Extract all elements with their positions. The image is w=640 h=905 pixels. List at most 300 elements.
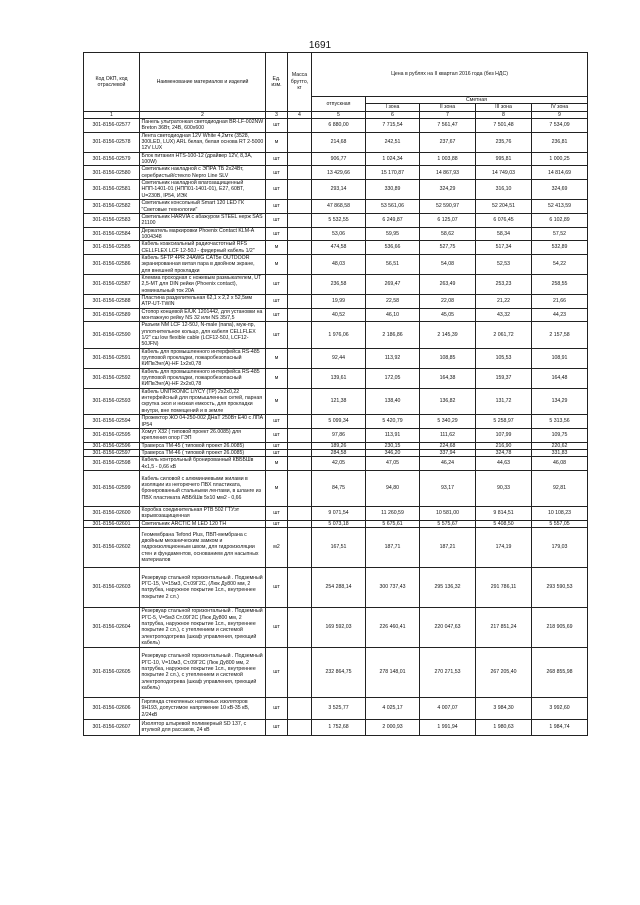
item-release-price: 254 288,14 — [312, 567, 366, 607]
item-zone1-price: 113,91 — [366, 428, 420, 442]
table-row — [84, 166, 588, 180]
table-row — [84, 308, 588, 322]
item-zone1-price: 11 260,59 — [366, 506, 420, 520]
item-zone2-price: 1 991,94 — [420, 719, 476, 735]
table-row — [84, 368, 588, 388]
table-row — [84, 254, 588, 274]
item-zone1-price: 242,51 — [366, 132, 420, 152]
item-mass — [288, 428, 312, 442]
item-zone2-price: 4 007,07 — [420, 697, 476, 719]
item-release-price: 906,77 — [312, 152, 366, 166]
item-zone3-price: 2 061,72 — [476, 322, 532, 348]
item-release-price: 284,58 — [312, 449, 366, 456]
item-name: Кабель контрольный бронированный КВББШв 4х1,5 - 0,66 кВ — [140, 457, 266, 471]
item-zone4-price: 258,55 — [532, 274, 588, 294]
header-release: отпускная — [312, 97, 366, 112]
price-table — [83, 52, 588, 736]
item-mass — [288, 506, 312, 520]
item-zone2-price: 58,62 — [420, 227, 476, 241]
item-unit: шт — [266, 152, 288, 166]
item-mass — [288, 227, 312, 241]
item-zone2-price: 45,05 — [420, 308, 476, 322]
column-number: 2 — [140, 111, 266, 118]
item-unit: м — [266, 457, 288, 471]
table-row — [84, 227, 588, 241]
item-zone3-price: 253,23 — [476, 274, 532, 294]
item-zone1-price: 226 460,41 — [366, 607, 420, 647]
item-release-price: 139,61 — [312, 368, 366, 388]
item-name: Траверса ТМ-46 ( типовой проект 26.0085) — [140, 449, 266, 456]
table-row — [84, 567, 588, 607]
item-zone2-price: 224,68 — [420, 442, 476, 449]
item-release-price: 121,38 — [312, 388, 366, 414]
item-zone1-price: 269,47 — [366, 274, 420, 294]
item-zone1-price: 536,66 — [366, 241, 420, 255]
item-zone3-price: 9 814,51 — [476, 506, 532, 520]
item-unit: шт — [266, 719, 288, 735]
item-unit: шт — [266, 449, 288, 456]
item-zone3-price: 216,90 — [476, 442, 532, 449]
item-zone2-price: 5 575,67 — [420, 520, 476, 527]
item-zone3-price: 43,32 — [476, 308, 532, 322]
item-name: Геомембрана Tefond Plus, ПВП-мембрана с двойным механическим замком и гидроизоляционным швом, для гидроизоляции стен и фундаментов, основанием для насыпных материалов — [140, 527, 266, 567]
item-zone3-price: 14 749,03 — [476, 166, 532, 180]
item-zone2-price: 270 271,53 — [420, 647, 476, 697]
item-zone2-price: 108,85 — [420, 348, 476, 368]
item-zone1-price: 56,51 — [366, 254, 420, 274]
table-row — [84, 241, 588, 255]
item-code: 301-8156-02596 — [84, 442, 140, 449]
item-zone4-price: 3 992,60 — [532, 697, 588, 719]
table-row — [84, 647, 588, 697]
item-zone2-price: 187,21 — [420, 527, 476, 567]
header-code: Код ОКП, код отраслевой — [84, 53, 140, 112]
item-zone3-price: 7 501,48 — [476, 119, 532, 133]
item-code: 301-8156-02592 — [84, 368, 140, 388]
item-code: 301-8156-02581 — [84, 180, 140, 200]
item-name: Светильник накладной влагозащищенный НПП-1401-01 (НПП01-1401-01), Е27, 60ВТ, U=230В, IP54, ИЭК — [140, 180, 266, 200]
item-mass — [288, 567, 312, 607]
header-mass: Масса брутто, кг — [288, 53, 312, 112]
item-zone1-price: 230,15 — [366, 442, 420, 449]
item-mass — [288, 388, 312, 414]
item-zone1-price: 15 170,87 — [366, 166, 420, 180]
item-zone4-price: 331,83 — [532, 449, 588, 456]
item-release-price: 19,99 — [312, 294, 366, 308]
item-zone2-price: 237,67 — [420, 132, 476, 152]
item-zone2-price: 93,17 — [420, 470, 476, 506]
item-zone1-price: 46,10 — [366, 308, 420, 322]
table-row — [84, 322, 588, 348]
item-zone3-price: 52,53 — [476, 254, 532, 274]
item-zone3-price: 131,72 — [476, 388, 532, 414]
item-code: 301-8156-02582 — [84, 200, 140, 214]
item-zone3-price: 6 076,45 — [476, 213, 532, 227]
item-mass — [288, 607, 312, 647]
item-zone2-price: 22,08 — [420, 294, 476, 308]
item-mass — [288, 308, 312, 322]
item-mass — [288, 457, 312, 471]
price-rows — [84, 119, 588, 736]
table-row — [84, 506, 588, 520]
item-unit: шт — [266, 294, 288, 308]
table-row — [84, 152, 588, 166]
item-zone3-price: 3 984,30 — [476, 697, 532, 719]
item-mass — [288, 200, 312, 214]
item-mass — [288, 294, 312, 308]
item-name: Резервуар стальной горизонтальный . Подземный РГС-10, V=10м3, Ст.09Г2С (Люк Ду800 мм, 2 патрубка, наружное покрытие 1сл., внутреннее покрытие 2 сл.), с утеплением и системой электроподогрева (шкаф управления, греющий кабель) — [140, 647, 266, 697]
table-row — [84, 200, 588, 214]
item-zone3-price: 324,78 — [476, 449, 532, 456]
item-unit: шт — [266, 308, 288, 322]
item-zone4-price: 46,08 — [532, 457, 588, 471]
item-zone4-price: 179,03 — [532, 527, 588, 567]
column-number: 5 — [312, 111, 366, 118]
item-zone4-price: 7 534,09 — [532, 119, 588, 133]
item-zone3-price: 159,37 — [476, 368, 532, 388]
item-code: 301-8156-02591 — [84, 348, 140, 368]
item-name: Клемма проходная с ножевым размыкателем, UT 2,5-MT для DIN рейки (Phoenix contact), номинальный ток 20А — [140, 274, 266, 294]
item-mass — [288, 274, 312, 294]
item-release-price: 5 532,55 — [312, 213, 366, 227]
item-unit: шт — [266, 697, 288, 719]
item-code: 301-8156-02580 — [84, 166, 140, 180]
item-zone2-price: 164,38 — [420, 368, 476, 388]
item-zone1-price: 330,89 — [366, 180, 420, 200]
item-release-price: 9 071,54 — [312, 506, 366, 520]
table-row — [84, 527, 588, 567]
item-code: 301-8156-02579 — [84, 152, 140, 166]
item-code: 301-8156-02603 — [84, 567, 140, 607]
item-mass — [288, 697, 312, 719]
item-unit: шт — [266, 322, 288, 348]
item-name: Кабель силовой с алюминиевыми жилами в изоляции из негорючего ПВХ пластиката, бронированный стальными лентами, в шланге из ПВХ пластиката АВБбШв 5х10 мм2 - 0,66 — [140, 470, 266, 506]
item-zone2-price: 111,62 — [420, 428, 476, 442]
item-unit: шт — [266, 442, 288, 449]
item-zone2-price: 6 125,07 — [420, 213, 476, 227]
item-code: 301-8156-02598 — [84, 457, 140, 471]
item-zone2-price: 52 590,97 — [420, 200, 476, 214]
item-mass — [288, 322, 312, 348]
item-name: Гирлянда стеклянных натяжных изоляторов 9Н193, допустимое напряжение 10 кВ-35 кВ, 2/24кВ — [140, 697, 266, 719]
item-release-price: 47 868,58 — [312, 200, 366, 214]
item-name: Лента светодиодная 12V White 4,2мтк (3528, 300LED, LUX) ARL белая, белая основа RT 2-5000 12V LUX — [140, 132, 266, 152]
column-number: 8 — [476, 111, 532, 118]
column-number: 1 — [84, 111, 140, 118]
item-name: Кабель для промышленного интерфейса RS-485 групповой прокладки, пожаробезопасный КИПвЭнг(А)-HF 1х2х0,78 — [140, 348, 266, 368]
item-zone1-price: 138,40 — [366, 388, 420, 414]
item-zone2-price: 527,75 — [420, 241, 476, 255]
table-row — [84, 119, 588, 133]
item-zone4-price: 92,81 — [532, 470, 588, 506]
item-zone2-price: 46,24 — [420, 457, 476, 471]
item-zone4-price: 1 000,25 — [532, 152, 588, 166]
item-zone3-price: 52 204,51 — [476, 200, 532, 214]
item-release-price: 42,05 — [312, 457, 366, 471]
item-mass — [288, 241, 312, 255]
item-name: Разъем NM LCF 12-50J, N-male (папа), муж-пр, уплотнительное кольцо, для кабеля CELLFLEX 1/2" сш low flexible cable (LCF12-50J, LCF12-50JFN) — [140, 322, 266, 348]
item-code: 301-8156-02602 — [84, 527, 140, 567]
table-row — [84, 697, 588, 719]
item-unit: м2 — [266, 527, 288, 567]
item-code: 301-8156-02599 — [84, 470, 140, 506]
item-zone3-price: 107,99 — [476, 428, 532, 442]
item-zone1-price: 53 561,06 — [366, 200, 420, 214]
item-unit: шт — [266, 213, 288, 227]
item-release-price: 236,58 — [312, 274, 366, 294]
item-zone3-price: 90,33 — [476, 470, 532, 506]
item-zone2-price: 7 561,47 — [420, 119, 476, 133]
item-unit: м — [266, 368, 288, 388]
item-name: Стопор концевой E/UK 1201442, для установки на монтажную рейку NS 32 или NS 35/7,5 — [140, 308, 266, 322]
item-zone1-price: 172,05 — [366, 368, 420, 388]
item-zone2-price: 220 047,63 — [420, 607, 476, 647]
item-zone1-price: 22,58 — [366, 294, 420, 308]
header-name: Наименование материалов и изделий — [140, 53, 266, 112]
item-release-price: 53,06 — [312, 227, 366, 241]
item-unit: шт — [266, 647, 288, 697]
page-number: 1691 — [308, 40, 332, 51]
item-zone1-price: 113,92 — [366, 348, 420, 368]
item-zone1-price: 300 737,43 — [366, 567, 420, 607]
column-number: 7 — [420, 111, 476, 118]
item-zone2-price: 324,29 — [420, 180, 476, 200]
item-zone1-price: 2 186,86 — [366, 322, 420, 348]
item-zone4-price: 532,89 — [532, 241, 588, 255]
table-row — [84, 415, 588, 429]
item-zone2-price: 337,94 — [420, 449, 476, 456]
item-unit: шт — [266, 415, 288, 429]
table-row — [84, 213, 588, 227]
item-code: 301-8156-02605 — [84, 647, 140, 697]
item-code: 301-8156-02589 — [84, 308, 140, 322]
item-zone3-price: 174,19 — [476, 527, 532, 567]
item-unit: м — [266, 132, 288, 152]
item-zone1-price: 5 675,61 — [366, 520, 420, 527]
item-zone4-price: 293 590,53 — [532, 567, 588, 607]
item-name: Траверса ТМ-45 ( типовой проект 26.0085) — [140, 442, 266, 449]
item-zone1-price: 1 024,34 — [366, 152, 420, 166]
item-mass — [288, 527, 312, 567]
table-row — [84, 470, 588, 506]
item-release-price: 5 073,18 — [312, 520, 366, 527]
item-code: 301-8156-02577 — [84, 119, 140, 133]
item-release-price: 169 592,03 — [312, 607, 366, 647]
header-unit: Ед. изм. — [266, 53, 288, 112]
item-release-price: 1 752,68 — [312, 719, 366, 735]
item-zone1-price: 5 420,79 — [366, 415, 420, 429]
item-zone1-price: 94,80 — [366, 470, 420, 506]
item-release-price: 293,14 — [312, 180, 366, 200]
item-name: Коробка соединительная РТВ 502 ГТУэт взрывозащищенная — [140, 506, 266, 520]
item-name: Пластина разделительная 62,1 х 2,2 х 52,5мм ATP-UT-TWIN — [140, 294, 266, 308]
table-row — [84, 274, 588, 294]
item-name: Изолятор штыревой полимерный SD 137, с втулкой для рассаков, 24 кВ — [140, 719, 266, 735]
item-zone4-price: 5 557,05 — [532, 520, 588, 527]
column-number: 4 — [288, 111, 312, 118]
item-code: 301-8156-02601 — [84, 520, 140, 527]
item-release-price: 13 429,66 — [312, 166, 366, 180]
item-code: 301-8156-02593 — [84, 388, 140, 414]
item-release-price: 84,75 — [312, 470, 366, 506]
item-mass — [288, 254, 312, 274]
item-zone4-price: 2 157,58 — [532, 322, 588, 348]
item-zone4-price: 268 855,98 — [532, 647, 588, 697]
item-release-price: 214,68 — [312, 132, 366, 152]
item-unit: шт — [266, 567, 288, 607]
item-unit: шт — [266, 607, 288, 647]
item-release-price: 92,44 — [312, 348, 366, 368]
item-zone3-price: 217 851,24 — [476, 607, 532, 647]
item-zone4-price: 5 313,56 — [532, 415, 588, 429]
item-code: 301-8156-02587 — [84, 274, 140, 294]
item-code: 301-8156-02606 — [84, 697, 140, 719]
item-code: 301-8156-02597 — [84, 449, 140, 456]
table-row — [84, 442, 588, 449]
item-zone3-price: 316,10 — [476, 180, 532, 200]
header-zone-1: I зона — [366, 104, 420, 111]
header-zone-4: IV зона — [532, 104, 588, 111]
item-code: 301-8156-02600 — [84, 506, 140, 520]
item-name: Светильник консольный Smart 120 LED ГК "Световые технологии" — [140, 200, 266, 214]
item-code: 301-8156-02595 — [84, 428, 140, 442]
header-price-title: Цена в рублях на II квартал 2016 года (без НДС) — [312, 53, 588, 97]
item-zone2-price: 2 145,39 — [420, 322, 476, 348]
item-release-price: 1 976,06 — [312, 322, 366, 348]
item-zone4-price: 57,52 — [532, 227, 588, 241]
item-zone1-price: 187,71 — [366, 527, 420, 567]
item-mass — [288, 719, 312, 735]
item-unit: м — [266, 254, 288, 274]
item-release-price: 6 880,00 — [312, 119, 366, 133]
item-zone4-price: 109,75 — [532, 428, 588, 442]
item-release-price: 3 525,77 — [312, 697, 366, 719]
item-mass — [288, 152, 312, 166]
item-unit: м — [266, 348, 288, 368]
item-zone3-price: 267 205,40 — [476, 647, 532, 697]
item-zone4-price: 21,66 — [532, 294, 588, 308]
item-unit: шт — [266, 428, 288, 442]
item-code: 301-8156-02586 — [84, 254, 140, 274]
item-zone3-price: 105,53 — [476, 348, 532, 368]
item-release-price: 48,03 — [312, 254, 366, 274]
item-mass — [288, 213, 312, 227]
item-unit: шт — [266, 119, 288, 133]
item-unit: м — [266, 470, 288, 506]
item-zone1-price: 2 000,93 — [366, 719, 420, 735]
item-release-price: 40,52 — [312, 308, 366, 322]
item-zone1-price: 47,05 — [366, 457, 420, 471]
item-zone3-price: 517,34 — [476, 241, 532, 255]
item-mass — [288, 449, 312, 456]
item-zone4-price: 14 814,69 — [532, 166, 588, 180]
item-mass — [288, 119, 312, 133]
item-zone2-price: 136,82 — [420, 388, 476, 414]
item-zone3-price: 1 980,63 — [476, 719, 532, 735]
item-zone1-price: 6 249,87 — [366, 213, 420, 227]
header-estimate: Сметная — [366, 97, 588, 104]
item-mass — [288, 348, 312, 368]
table-row — [84, 294, 588, 308]
item-zone3-price: 21,22 — [476, 294, 532, 308]
item-mass — [288, 180, 312, 200]
item-unit: шт — [266, 200, 288, 214]
item-unit: шт — [266, 520, 288, 527]
item-zone4-price: 10 108,23 — [532, 506, 588, 520]
item-name: Блок питания HTS-100-12 (драйвер 12V, 8,3А, 100W) — [140, 152, 266, 166]
item-zone3-price: 291 786,11 — [476, 567, 532, 607]
table-row — [84, 348, 588, 368]
item-zone3-price: 995,81 — [476, 152, 532, 166]
table-row — [84, 132, 588, 152]
column-number: 9 — [532, 111, 588, 118]
table-row — [84, 457, 588, 471]
item-mass — [288, 442, 312, 449]
item-name: Кабель коаксиальный радиочастотный RFS CELLFLEX LCF 12-50J - фидерный кабель 1/2" — [140, 241, 266, 255]
item-zone4-price: 108,91 — [532, 348, 588, 368]
item-unit: м — [266, 241, 288, 255]
item-unit: шт — [266, 227, 288, 241]
column-numbers-row — [84, 111, 588, 118]
item-zone3-price: 5 258,97 — [476, 415, 532, 429]
header-zone-3: III зона — [476, 104, 532, 111]
item-zone4-price: 324,69 — [532, 180, 588, 200]
item-mass — [288, 415, 312, 429]
item-code: 301-8156-02585 — [84, 241, 140, 255]
item-zone1-price: 59,95 — [366, 227, 420, 241]
table-row — [84, 428, 588, 442]
item-name: Панель ультратонкая светодиодная BR-LF-002NW Breton 36Вт, 24В, 600х600 — [140, 119, 266, 133]
item-release-price: 5 099,34 — [312, 415, 366, 429]
table-row — [84, 719, 588, 735]
item-zone4-price: 134,29 — [532, 388, 588, 414]
item-code: 301-8156-02604 — [84, 607, 140, 647]
item-zone4-price: 218 905,69 — [532, 607, 588, 647]
item-code: 301-8156-02584 — [84, 227, 140, 241]
item-release-price: 232 864,75 — [312, 647, 366, 697]
item-zone1-price: 4 025,17 — [366, 697, 420, 719]
table-row — [84, 607, 588, 647]
item-release-price: 97,86 — [312, 428, 366, 442]
item-unit: м — [266, 388, 288, 414]
item-mass — [288, 368, 312, 388]
item-mass — [288, 166, 312, 180]
item-zone2-price: 10 581,00 — [420, 506, 476, 520]
item-zone4-price: 6 102,89 — [532, 213, 588, 227]
item-zone3-price: 235,76 — [476, 132, 532, 152]
item-release-price: 474,58 — [312, 241, 366, 255]
item-name: Светильник HARVIA с абажуром STEEL нерж SAS 21100 — [140, 213, 266, 227]
column-number: 3 — [266, 111, 288, 118]
item-mass — [288, 647, 312, 697]
table-row — [84, 449, 588, 456]
item-code: 301-8156-02590 — [84, 322, 140, 348]
item-zone3-price: 5 408,50 — [476, 520, 532, 527]
item-code: 301-8156-02588 — [84, 294, 140, 308]
item-name: Резервуар стальной горизонтальный . Подземный РГС-15, V=15м3, Ст.09Г2С, (Люк Ду800 мм, 2 патрубка, наружное покрытие 1сл., внутреннее покрытие 2 сл.) — [140, 567, 266, 607]
item-release-price: 167,51 — [312, 527, 366, 567]
column-number: 6 — [366, 111, 420, 118]
item-zone4-price: 52 413,59 — [532, 200, 588, 214]
item-zone4-price: 220,62 — [532, 442, 588, 449]
item-zone2-price: 5 340,29 — [420, 415, 476, 429]
item-mass — [288, 132, 312, 152]
item-mass — [288, 470, 312, 506]
item-code: 301-8156-02607 — [84, 719, 140, 735]
item-code: 301-8156-02583 — [84, 213, 140, 227]
item-zone2-price: 295 136,32 — [420, 567, 476, 607]
item-name: Светильник накладной с ЭПРА ТБ 2х24Вт, серебристый/стекло Nepro Line SLV — [140, 166, 266, 180]
